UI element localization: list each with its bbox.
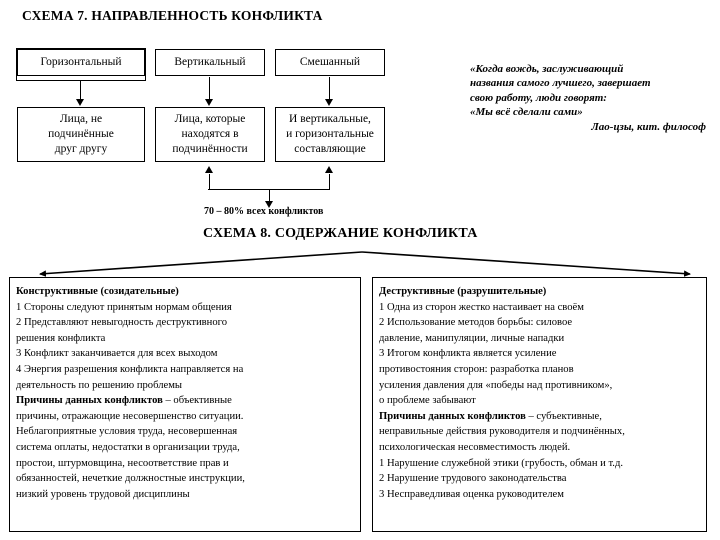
- conflict-detail-box-mixed: [275, 107, 385, 162]
- conflict-type-box-mixed: [275, 49, 385, 76]
- constructive-causes-line: причины, отражающие несовершенство ситуации.: [16, 410, 244, 422]
- bracket-line-left: [209, 174, 210, 190]
- detail-line: находятся в: [181, 128, 239, 140]
- detail-line: Лица, не: [59, 113, 103, 125]
- scheme-7-title: СХЕМА 7. НАПРАВЛЕННОСТЬ КОНФЛИКТА: [22, 8, 323, 23]
- constructive-line: 1 Стороны следуют принятым нормам общения: [16, 301, 232, 313]
- destructive-line: усиления давления для «победы над противником»,: [379, 379, 613, 391]
- destructive-line: 2 Использование методов борьбы: силовое: [379, 317, 573, 329]
- detail-line: друг другу: [54, 143, 108, 155]
- connector-arrow-vertical: [205, 99, 213, 106]
- detail-line: Лица, которые: [174, 113, 246, 125]
- constructive-line: 4 Энергия разрешения конфликта направляется на: [16, 363, 244, 375]
- constructive-causes-line: обязанностей, нечеткие должностные инструкции,: [16, 473, 245, 485]
- constructive-line: деятельность по решению проблемы: [16, 379, 183, 391]
- quote-line: «Когда вождь, заслуживающий: [470, 63, 624, 75]
- constructive-causes-line: Неблагоприятные условия труда, несовершенная: [16, 426, 238, 438]
- conflict-type-label-vertical: Вертикальный: [174, 56, 246, 68]
- quote-line: названия самого лучшего, завершает: [470, 77, 651, 90]
- conflict-type-box-vertical: [155, 49, 265, 76]
- connector-arrow-mixed: [325, 99, 333, 106]
- destructive-line: 1 Одна из сторон жестко настаивает на своём: [379, 301, 584, 313]
- connector-line-vertical: [209, 77, 210, 100]
- constructive-causes-line: простои, штурмовщина, несоответствие прав и: [16, 457, 229, 469]
- constructive-causes-line: система оплаты, недостатки в организации труда,: [16, 441, 240, 453]
- destructive-causes-line: 3 Несправедливая оценка руководителем: [379, 488, 564, 500]
- destructive-conflicts-box: [372, 277, 707, 532]
- conflict-detail-box-vertical: [155, 107, 265, 162]
- destructive-line: давление, манипуляции, личные нападки: [379, 332, 565, 344]
- conflict-detail-box-horizontal: [17, 107, 145, 162]
- destructive-line: о проблеме забывают: [379, 395, 476, 407]
- detail-line: подчинённые: [48, 128, 114, 140]
- destructive-causes-label: Причины данных конфликтов: [379, 410, 526, 422]
- detail-line: И вертикальные,: [289, 113, 371, 125]
- destructive-heading: Деструктивные (разрушительные): [379, 286, 547, 297]
- destructive-causes-rest: – субъективные,: [525, 410, 602, 422]
- constructive-line: 2 Представляют невыгодность деструктивного: [16, 317, 228, 329]
- conflict-type-label-horizontal: Горизонтальный: [40, 56, 122, 68]
- scheme-8-title: СХЕМА 8. СОДЕРЖАНИЕ КОНФЛИКТА: [203, 226, 478, 241]
- bracket-arrow-up-vertical: [205, 166, 213, 173]
- constructive-line: 3 Конфликт заканчивается для всех выходом: [16, 348, 218, 360]
- connector-line-mixed: [329, 77, 330, 100]
- constructive-line: решения конфликта: [16, 332, 106, 344]
- conflict-type-box-horizontal: [17, 49, 145, 76]
- detail-line: составляющие: [294, 143, 366, 155]
- quote-line: свою работу, люди говорят:: [470, 91, 607, 104]
- detail-line: и горизонтальные: [286, 128, 374, 140]
- connector-line-horizontal: [80, 81, 81, 100]
- quote-author: Лао-цзы, кит. философ: [591, 120, 706, 133]
- percent-note: 70 – 80% всех конфликтов: [204, 206, 324, 217]
- destructive-line: противостояния сторон: разработка планов: [379, 363, 574, 375]
- conflict-type-label-mixed: Смешанный: [299, 56, 361, 68]
- constructive-causes-rest: – объективные: [162, 395, 232, 407]
- branch-arrow-left: [40, 252, 362, 274]
- destructive-causes-line: неправильные действия руководителя и подчинённых,: [379, 426, 625, 438]
- quote-line: «Мы всё сделали сами»: [470, 106, 583, 119]
- destructive-line: 3 Итогом конфликта является усиление: [379, 348, 557, 360]
- destructive-causes-line: психологическая несовместимость людей.: [379, 441, 571, 453]
- destructive-causes-headline: [379, 409, 700, 425]
- laozi-quote: [470, 62, 706, 134]
- detail-line: подчинённости: [172, 143, 248, 155]
- bracket-arrow-up-mixed: [325, 166, 333, 173]
- destructive-causes-line: 1 Нарушение служебной этики (грубость, обман и т.д.: [379, 457, 623, 469]
- bracket-line-right: [329, 174, 330, 190]
- branch-arrow-right: [362, 252, 690, 274]
- constructive-causes-label: Причины данных конфликтов: [16, 395, 163, 407]
- constructive-causes-line: низкий уровень трудовой дисциплины: [16, 488, 190, 500]
- destructive-causes-line: 2 Нарушение трудового законодательства: [379, 473, 567, 485]
- constructive-heading: Конструктивные (созидательные): [16, 286, 179, 297]
- constructive-conflicts-box: [9, 277, 361, 532]
- connector-arrow-horizontal: [76, 99, 84, 106]
- constructive-causes-headline: [16, 393, 354, 409]
